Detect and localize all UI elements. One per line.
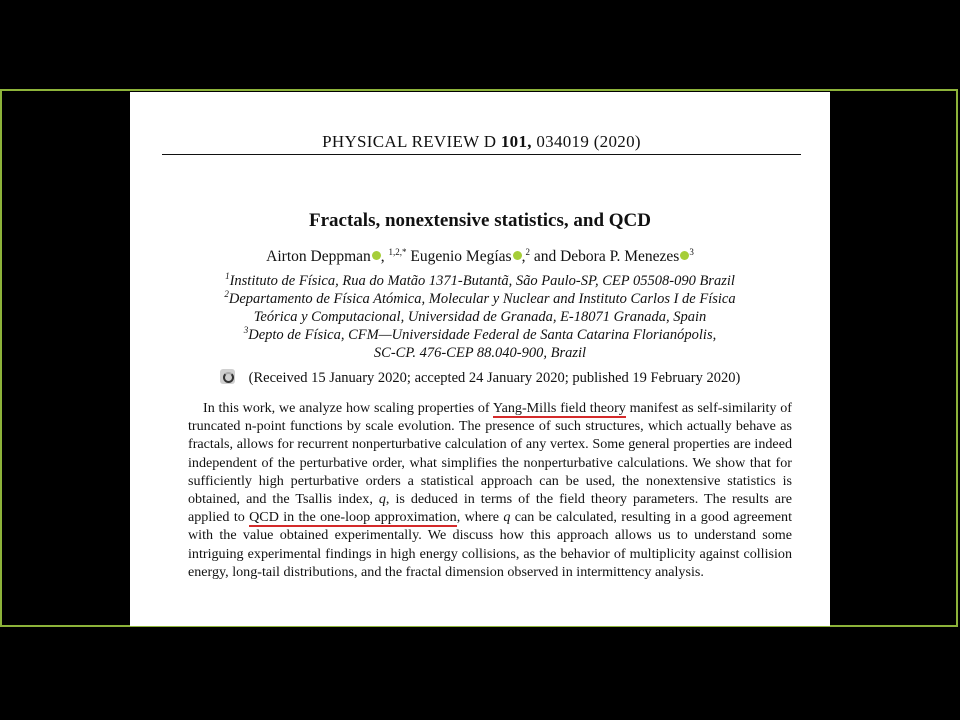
journal-header: PHYSICAL REVIEW D 101, 034019 (2020) — [322, 132, 641, 151]
affiliation: Teórica y Computacional, Universidad de Granada, E-18071 Granada, Spain — [253, 309, 707, 325]
author: Eugenio Megías — [410, 248, 512, 265]
header-rule — [162, 154, 801, 155]
author: Airton Deppman — [266, 248, 371, 265]
author: Debora P. Menezes — [560, 248, 680, 265]
paper-page — [130, 92, 830, 626]
affiliation: $^2$Departamento de Física Atómica, Molecular y Nuclear and Instituto Carlos I de Física — [224, 289, 736, 307]
affiliation: $^3$Depto de Física, CFM—Universidade Federal de Santa Catarina Florianópolis, — [243, 325, 717, 343]
abstract: In this work, we analyze how scaling properties of Yang-Mills field theory manifest as self-similarity of truncated n-point functions by scale evolution. The presence of such structures, which actually behave as fractals, allows for recurrent nonperturbative calculation of any vertex. Some general properties are indeed independent of the perturbative order, what simplifies the nonperturbative calculations. We show that for sufficiently high perturbative orders a statistical approach can be used, the nonextensive statistics is obtained, and the Tsallis index, q, is deduced in terms of the field theory parameters. The results are applied to QCD in the one-loop approximation, where q can be calculated, resulting in a good agreement with the value obtained experimentally. We discuss how this approach allows us to understand some intriguing experimental findings in high energy collisions, as the behavior of multiplicity against collision energy, long-tail distributions, and the fractal dimension observed in intermittency analysis. — [188, 400, 793, 580]
highlighted-phrase: Yang-Mills field theory — [492, 400, 626, 416]
orcid-icon[interactable] — [372, 251, 381, 260]
received-dates: (Received 15 January 2020; accepted 24 January 2020; published 19 February 2020) — [130, 369, 830, 387]
highlighted-phrase: QCD in the one-loop approximation — [249, 509, 457, 526]
affiliation: SC-CP. 476-CEP 88.040-900, Brazil — [373, 345, 587, 361]
crossmark-icon[interactable] — [220, 369, 235, 384]
author-list: Airton Deppman , $^{1,2,*}$ Eugenio Megías ,$^2$ and Debora P. Menezes $^3$ — [266, 247, 694, 265]
paper-title: Fractals, nonextensive statistics, and QCD — [309, 210, 651, 231]
orcid-icon[interactable] — [513, 251, 522, 260]
orcid-icon[interactable] — [680, 251, 689, 260]
affiliation: $^1$Instituto de Física, Rua do Matão 1371-Butantã, São Paulo-SP, CEP 05508-090 Brazil — [225, 271, 735, 289]
